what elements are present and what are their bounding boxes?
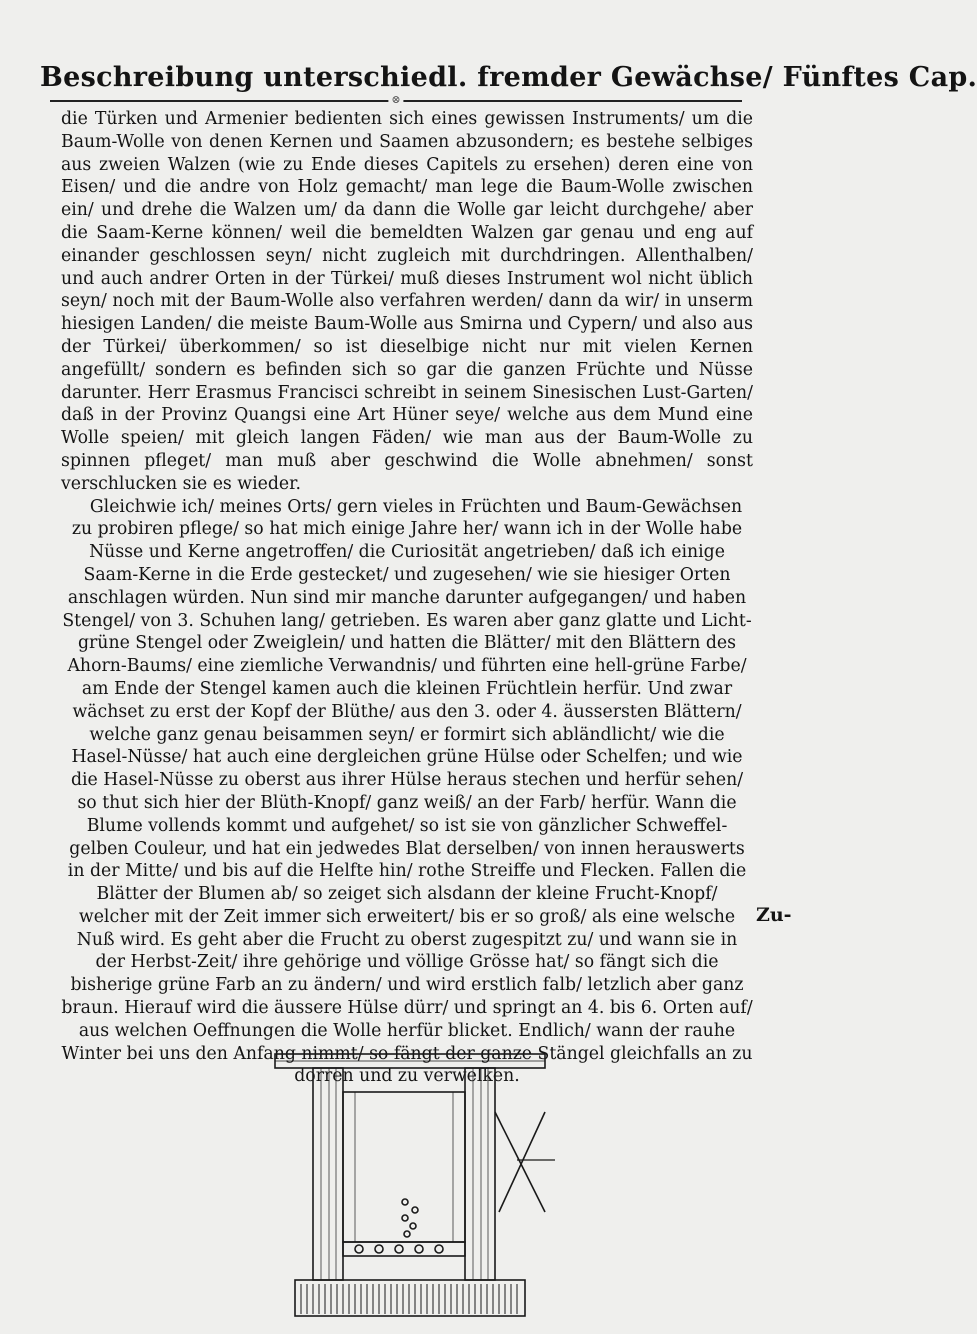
body-text (61, 108, 753, 1088)
paragraph-1: die Türken und Armenier bedienten sich eines gewissen Instruments/ um die Baum-Wolle von denen Kernen und Saamen abzusondern; es bestehe selbiges aus zweien Walzen (wie zu Ende dieses Capitels zu ersehen) deren eine von Eisen/ und die andre von Holz gemacht/ man lege die Baum-Wolle zwischen ein/ und drehe die Walzen um/ da dann die Wolle gar leicht durchgehe/ aber die Saam-Kerne können/ weil die bemeldten Walzen gar genau und eng auf einander geschlossen seyn/ nicht zugleich mit durchdringen. Allenthalben/ und auch andrer Orten in der Türkei/ muß dieses Instrument wol nicht üblich seyn/ noch mit der Baum-Wolle also verfahren werden/ dann da wir/ in unserm hiesigen Landen/ die meiste Baum-Wolle aus Smirna und Cypern/ und also aus der Türkei/ überkommen/ so ist dieselbige nicht nur mit vielen Kernen angefüllt/ sondern es befinden sich so gar die ganzen Früchte und Nüsse darunter. Herr Erasmus Francisci schreibt in seinem Sinesischen Lust-Garten/ daß in der Provinz Quangsi eine Art Hüner seye/ welche aus dem Mund eine Wolle speien/ mit gleich langen Fäden/ wie man aus der Baum-Wolle zu spinnen pfleget/ man muß aber geschwind die Wolle abnehmen/ sonst verschlucken sie es wieder. (61, 109, 753, 494)
header-rule (50, 93, 742, 106)
cotton-gin-drawing (255, 1052, 565, 1320)
cotton-gin-illustration (255, 1052, 565, 1320)
running-title: Beschreibung unterschiedl. fremder Gewächse/ Fünftes Cap. (40, 62, 977, 93)
header-ornament: ⊗ (388, 93, 403, 106)
catchword: Zu- (756, 904, 792, 926)
paragraph-2: Gleichwie ich/ meines Orts/ gern vieles in Früchten und Baum-Gewächsen zu probiren pflege/ so hat mich einige Jahre her/ wann ich in der Wolle habe Nüsse und Kerne angetroffen/ die Curiosität angetrieben/ daß ich einige Saam-Kerne in die Erde gestecket/ und zugesehen/ wie sie hiesiger Orten anschlagen würden. Nun sind mir manche darunter aufgegangen/ und haben Stengel/ von 3. Schuhen lang/ getrieben. Es waren aber ganz glatte und Licht-grüne Stengel oder Zweiglein/ und hatten die Blätter/ mit den Blättern des Ahorn-Baums/ eine ziemliche Verwandnis/ und führten eine hell-grüne Farbe/ am Ende der Stengel kamen auch die kleinen Früchtlein herfür. Und zwar wächset zu erst der Kopf der Blüthe/ aus den 3. oder 4. äussersten Blättern/ welche ganz genau beisammen seyn/ er formirt sich abländlicht/ wie die Hasel-Nüsse/ hat auch eine dergleichen grüne Hülse oder Schelfen; und wie die Hasel-Nüsse zu oberst aus ihrer Hülse heraus stechen und herfür sehen/ so thut sich hier der Blüth-Knopf/ ganz weiß/ an der Farb/ herfür. Wann die Blume vollends kommt und aufgehet/ so ist sie von gänzlicher Schweffel-gelben Couleur, und hat ein jedwedes Blat derselben/ von innen herauswerts in der Mitte/ und bis auf die Helfte hin/ rothe Streiffe und Flecken. Fallen die Blätter der Blumen ab/ so zeiget sich alsdann der kleine Frucht-Knopf/ welcher mit der Zeit immer sich erweitert/ bis er so groß/ als eine welsche Nuß wird. Es geht aber die Frucht zu oberst zugespitzt zu/ und wann sie in der Herbst-Zeit/ ihre gehörige und völlige Grösse hat/ so fängt sich die bisherige grüne Farb an zu ändern/ und wird erstlich falb/ letzlich aber ganz braun. Hierauf wird die äussere Hülse dürr/ und springt an 4. bis 6. Orten auf/ aus welchen Oeffnungen die Wolle herfür blicket. Endlich/ wann der rauhe Winter bei uns den Anfang nimmt/ so fängt der ganze Stängel gleichfalls an zu dorren und zu verwelken. (61, 496, 753, 1087)
